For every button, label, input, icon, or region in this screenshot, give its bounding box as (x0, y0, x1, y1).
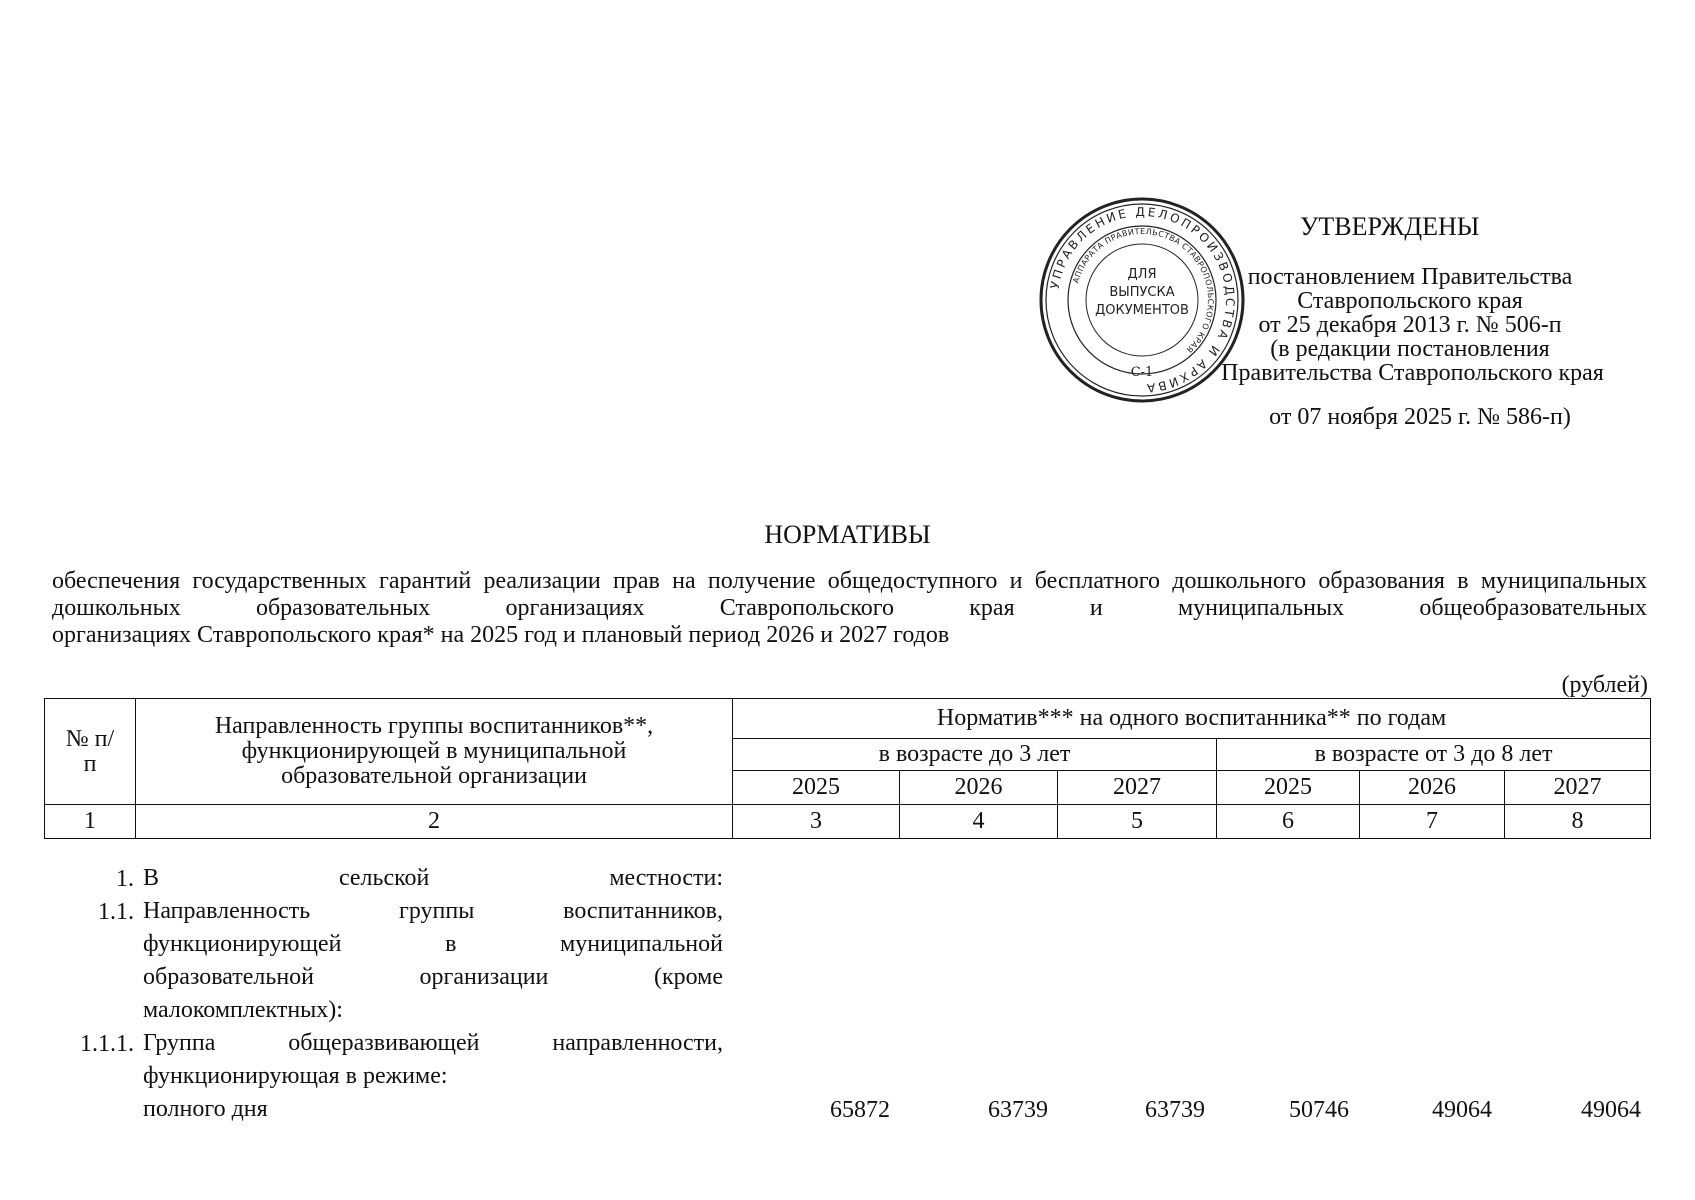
seal-center-line-3: ДОКУМЕНТОВ (1095, 303, 1189, 318)
column-number: 4 (900, 805, 1058, 839)
norm-value: 49064 (1432, 1097, 1492, 1123)
header-year: 2026 (1360, 771, 1505, 805)
column-number: 6 (1217, 805, 1360, 839)
row-text-line: малокомплектных): (143, 997, 343, 1023)
header-year: 2027 (1058, 771, 1217, 805)
row-text-line: полного дня (143, 1096, 268, 1122)
norm-value: 65872 (830, 1097, 890, 1123)
row-text-line: Группа общеразвивающей направленности, (143, 1030, 723, 1056)
approval-line-5: Правительства Ставропольского края (1221, 360, 1604, 386)
column-number: 3 (733, 805, 900, 839)
seal-code: С-1 (1130, 365, 1154, 380)
header-year: 2025 (1217, 771, 1360, 805)
approval-title: УТВЕРЖДЕНЫ (1300, 212, 1480, 241)
seal-graphic (1038, 196, 1246, 404)
norm-value: 50746 (1289, 1097, 1349, 1123)
header-col-num: № п/п (45, 699, 136, 805)
header-age-under-3: в возрасте до 3 лет (733, 739, 1217, 771)
row-number: 1.1.1. (80, 1031, 134, 1057)
row-text-line: функционирующая в режиме: (143, 1063, 448, 1089)
norm-value: 63739 (988, 1097, 1048, 1123)
column-number: 1 (45, 805, 136, 839)
approval-line-4: (в редакции постановления (1270, 336, 1550, 362)
seal-outer-text: УПРАВЛЕНИЕ ДЕЛОПРОИЗВОДСТВА И АРХИВА (1047, 204, 1238, 396)
row-text-line: Направленность группы воспитанников, (143, 898, 723, 924)
header-col-norm: Норматив*** на одного воспитанника** по годам (733, 699, 1651, 739)
approval-line-2: Ставропольского края (1297, 288, 1523, 314)
approval-line-1: постановлением Правительства (1247, 264, 1573, 290)
header-year: 2027 (1505, 771, 1651, 805)
official-seal (1038, 196, 1246, 404)
unit-label: (рублей) (1561, 672, 1648, 698)
approval-line-3: от 25 декабря 2013 г. № 506-п (1258, 312, 1562, 338)
row-text-line: образовательной организации (кроме (143, 964, 723, 990)
approval-line-6: от 07 ноября 2025 г. № 586-п) (1269, 404, 1571, 430)
norms-header-table (44, 698, 1651, 839)
row-text-line: функционирующей в муниципальной (143, 931, 723, 957)
header-col-direction: Направленность группы воспитанников**, функционирующей в муниципальной образовательной организации (136, 699, 733, 805)
header-age-3-to-8: в возрасте от 3 до 8 лет (1217, 739, 1651, 771)
norm-value: 63739 (1145, 1097, 1205, 1123)
row-number: 1. (116, 866, 134, 892)
row-text-line: В сельской местности: (143, 865, 723, 891)
column-number: 7 (1360, 805, 1505, 839)
row-number: 1.1. (98, 899, 134, 925)
column-number: 2 (136, 805, 733, 839)
document-subtitle-last-line: организациях Ставропольского края* на 2025 год и плановый период 2026 и 2027 годов (52, 622, 950, 648)
header-year: 2025 (733, 771, 900, 805)
seal-inner-text: АППАРАТА ПРАВИТЕЛЬСТВА СТАВРОПОЛЬСКОГО КРАЯ (1071, 226, 1216, 355)
column-number: 8 (1505, 805, 1651, 839)
seal-center-line-2: ВЫПУСКА (1109, 285, 1175, 300)
header-year: 2026 (900, 771, 1058, 805)
column-number: 5 (1058, 805, 1217, 839)
norm-value: 49064 (1581, 1097, 1641, 1123)
seal-center-line-1: ДЛЯ (1127, 267, 1157, 282)
document-subtitle: обеспечения государственных гарантий реализации прав на получение общедоступного и бесплатного дошкольного образования в муниципальных дошкольных образовательных организациях Ставропольского края и муниципальных общеобразовательных (52, 568, 1647, 621)
document-title: НОРМАТИВЫ (764, 520, 931, 549)
